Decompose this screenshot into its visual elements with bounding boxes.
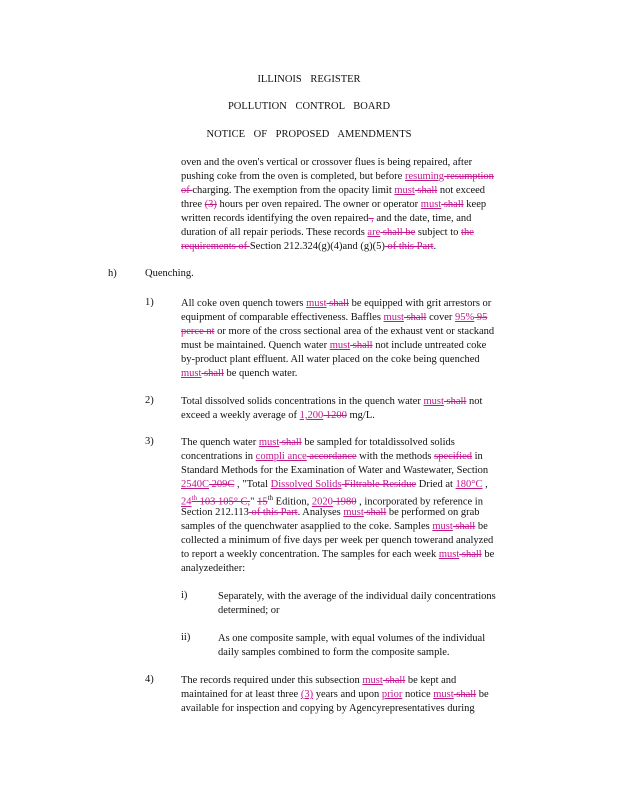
text: Standard Methods for the Examination of Water and Wastewater, Section [181,465,489,476]
text: with the methods [356,451,435,462]
text: . [433,241,437,252]
item-marker: 3) [145,436,154,447]
text: written records identifying the oven repaired [181,213,369,224]
text-line [181,156,472,169]
superscript: th [191,494,197,502]
text-line [181,562,245,575]
text: not exceed [437,185,486,196]
inserted-text: 180°C [455,479,483,490]
text: analyzedeither: [181,563,246,574]
deleted-text: shall [414,185,438,196]
deleted-text: shall [363,507,387,518]
text: hours per oven repaired. The owner or operator [216,199,421,210]
item-marker: 4) [145,674,154,685]
deleted-text: Filtrable Residue [341,479,417,490]
text-line [181,339,486,352]
text: , incorporated by reference in [356,496,483,508]
text-line [181,450,483,463]
inserted-text: must [329,340,351,351]
subitem-marker: ii) [181,632,191,643]
text-line [181,325,494,338]
inserted-text: must [343,507,364,518]
text: equipment of comparable effectiveness. Baffles [181,312,384,323]
text-line [181,674,456,687]
text: and the date, time, and [373,213,472,224]
text: samples of the quenchwater asapplied to the coke. Samples [181,521,433,532]
text: All coke oven quench towers [181,298,307,309]
inserted-text: must [432,521,453,532]
inserted-text: must [306,298,327,309]
inserted-text: (3) [300,689,314,700]
deleted-text: 1200 [323,410,347,421]
text: be kept and [405,675,457,686]
text: or more of the cross sectional area of the exhaust vent or stackand [214,326,495,337]
text: in [472,451,483,462]
text: maintained for at least three [181,689,301,700]
deleted-text: shall [350,340,373,351]
section-marker: h) [108,268,117,279]
inserted-text: 2020 [311,496,333,508]
inserted-text: 1,200 [299,410,324,421]
text-line [181,702,475,715]
text: oven and the oven's vertical or crossover flues is being repaired, after [181,157,473,168]
text: Edition, [273,496,312,508]
deleted-text: 209C [209,479,235,490]
text: As one composite sample, with equal volumes of the individual [218,633,486,644]
deleted-text: 15 [257,496,268,508]
inserted-text: must [438,549,460,560]
text: Separately, with the average of the individual daily concentrations [218,591,496,602]
text: must be maintained. Quench water [181,340,330,351]
inserted-text: are [367,227,381,238]
deleted-text: shall [459,549,482,560]
text-line [181,478,488,491]
board-title: POLLUTION CONTROL BOARD [227,101,391,112]
text: concentrations in [181,451,256,462]
deleted-text: of this Part [384,241,434,252]
inserted-text: 24 [181,496,192,508]
deleted-text: shall [201,368,224,379]
section-title: Quenching. [145,268,194,279]
superscript: th [267,494,274,502]
text-line [181,240,436,253]
text-line [181,409,375,422]
text-line [181,436,455,449]
text: duration of all repair periods. These records [181,227,368,238]
deleted-text: shall [453,689,477,700]
text-line [181,534,493,547]
text-line [181,464,488,477]
inserted-text: must [362,675,383,686]
inserted-text: must [258,437,280,448]
text-line [181,367,297,380]
deleted-text: shall [441,199,464,210]
text: be [481,549,495,560]
inserted-text: must [433,689,454,700]
inserted-text: must [181,368,202,379]
inserted-text: must [394,185,415,196]
deleted-text: (3) [204,199,217,210]
text-line [181,311,487,324]
item-marker: 2) [145,395,154,406]
text: be [476,689,489,700]
text-line [218,632,485,645]
text: Section 212.113 [181,507,249,518]
text-line [181,198,486,211]
text-line [181,688,489,701]
text: Total dissolved solids concentrations in the quench water [181,396,424,407]
text: be sampled for totaldissolved solids [301,437,455,448]
text: mg/L. [346,410,375,421]
deleted-text: perce nt [181,326,215,337]
deleted-text: 95 [474,312,488,323]
text-line [181,170,494,183]
text: Dried at [416,479,456,490]
text: not include untreated coke [372,340,487,351]
text: , "Total [234,479,271,490]
text-line [181,395,482,408]
deleted-text: shall [443,396,467,407]
text: keep [463,199,487,210]
text: be performed on grab [386,507,480,518]
text: available for inspection and copying by Agencyrepresentatives during [181,703,475,714]
text-line [181,506,480,519]
inserted-text: 95% [455,312,475,323]
deleted-text: of [181,185,193,196]
text-line [181,184,485,197]
text: be equipped with grit arrestors or [348,298,492,309]
text: subject to [415,227,462,238]
inserted-text: resuming [404,171,445,182]
text: to report a weekly concentration. The samples for each week [181,549,439,560]
text-line [218,590,496,603]
text: years and upon [313,689,382,700]
deleted-text: requirements of [181,241,250,252]
text-line [181,520,488,533]
text: charging. The exemption from the opacity limit [192,185,395,196]
text: exceed a weekly average of [181,410,300,421]
deleted-text: shall [326,298,349,309]
inserted-text: 2540C [181,479,210,490]
notice-title: NOTICE OF PROPOSED AMENDMENTS [206,129,412,140]
text-line [181,297,491,310]
deleted-text: shall [452,521,476,532]
text: collected a minimum of five days per week per quench towerand analyzed [181,535,494,546]
text: cover [426,312,456,323]
text: daily samples combined to form the composite sample. [218,647,450,658]
deleted-text: shall [382,675,406,686]
inserted-text: must [383,312,404,323]
deleted-text: shall [279,437,302,448]
deleted-text: shall [403,312,427,323]
text: be [475,521,488,532]
deleted-text: resumption [444,171,494,182]
inserted-text: Dissolved Solids [270,479,342,490]
deleted-text: , [368,213,374,224]
deleted-text: 103 105° C, [196,496,251,508]
text-line [181,212,471,225]
text: determined; or [218,605,280,616]
text: . Analyses [297,507,344,518]
inserted-text: must [420,199,442,210]
text: notice [402,689,434,700]
item-marker: 1) [145,297,154,308]
text: not [466,396,483,407]
text-line [218,604,280,617]
text: pushing coke from the oven is completed, but before [181,171,405,182]
text-line [181,226,474,239]
inserted-text: prior [381,689,403,700]
deleted-text: the [461,227,474,238]
text: , [482,479,488,490]
text: Section 212.324(g)(4)and (g)(5) [249,241,385,252]
deleted-text: shall be [380,227,416,238]
text: three [181,199,205,210]
text: The records required under this subsection [181,675,363,686]
text: The quench water [181,437,259,448]
text: be quench water. [223,368,298,379]
inserted-text: must [423,396,444,407]
register-title: ILLINOIS REGISTER [257,74,361,85]
text-line [181,548,494,561]
text-line [218,646,450,659]
subitem-marker: i) [181,590,188,601]
deleted-text: of this Part [248,507,298,518]
text: by-product plant effluent. All water placed on the coke being quenched [181,354,480,365]
text: " [250,496,258,508]
deleted-text: accordance [306,451,357,462]
deleted-text: 1980 [332,496,357,508]
deleted-text: specified [434,451,473,462]
text-line [181,353,480,366]
inserted-text: compli ance [255,451,307,462]
